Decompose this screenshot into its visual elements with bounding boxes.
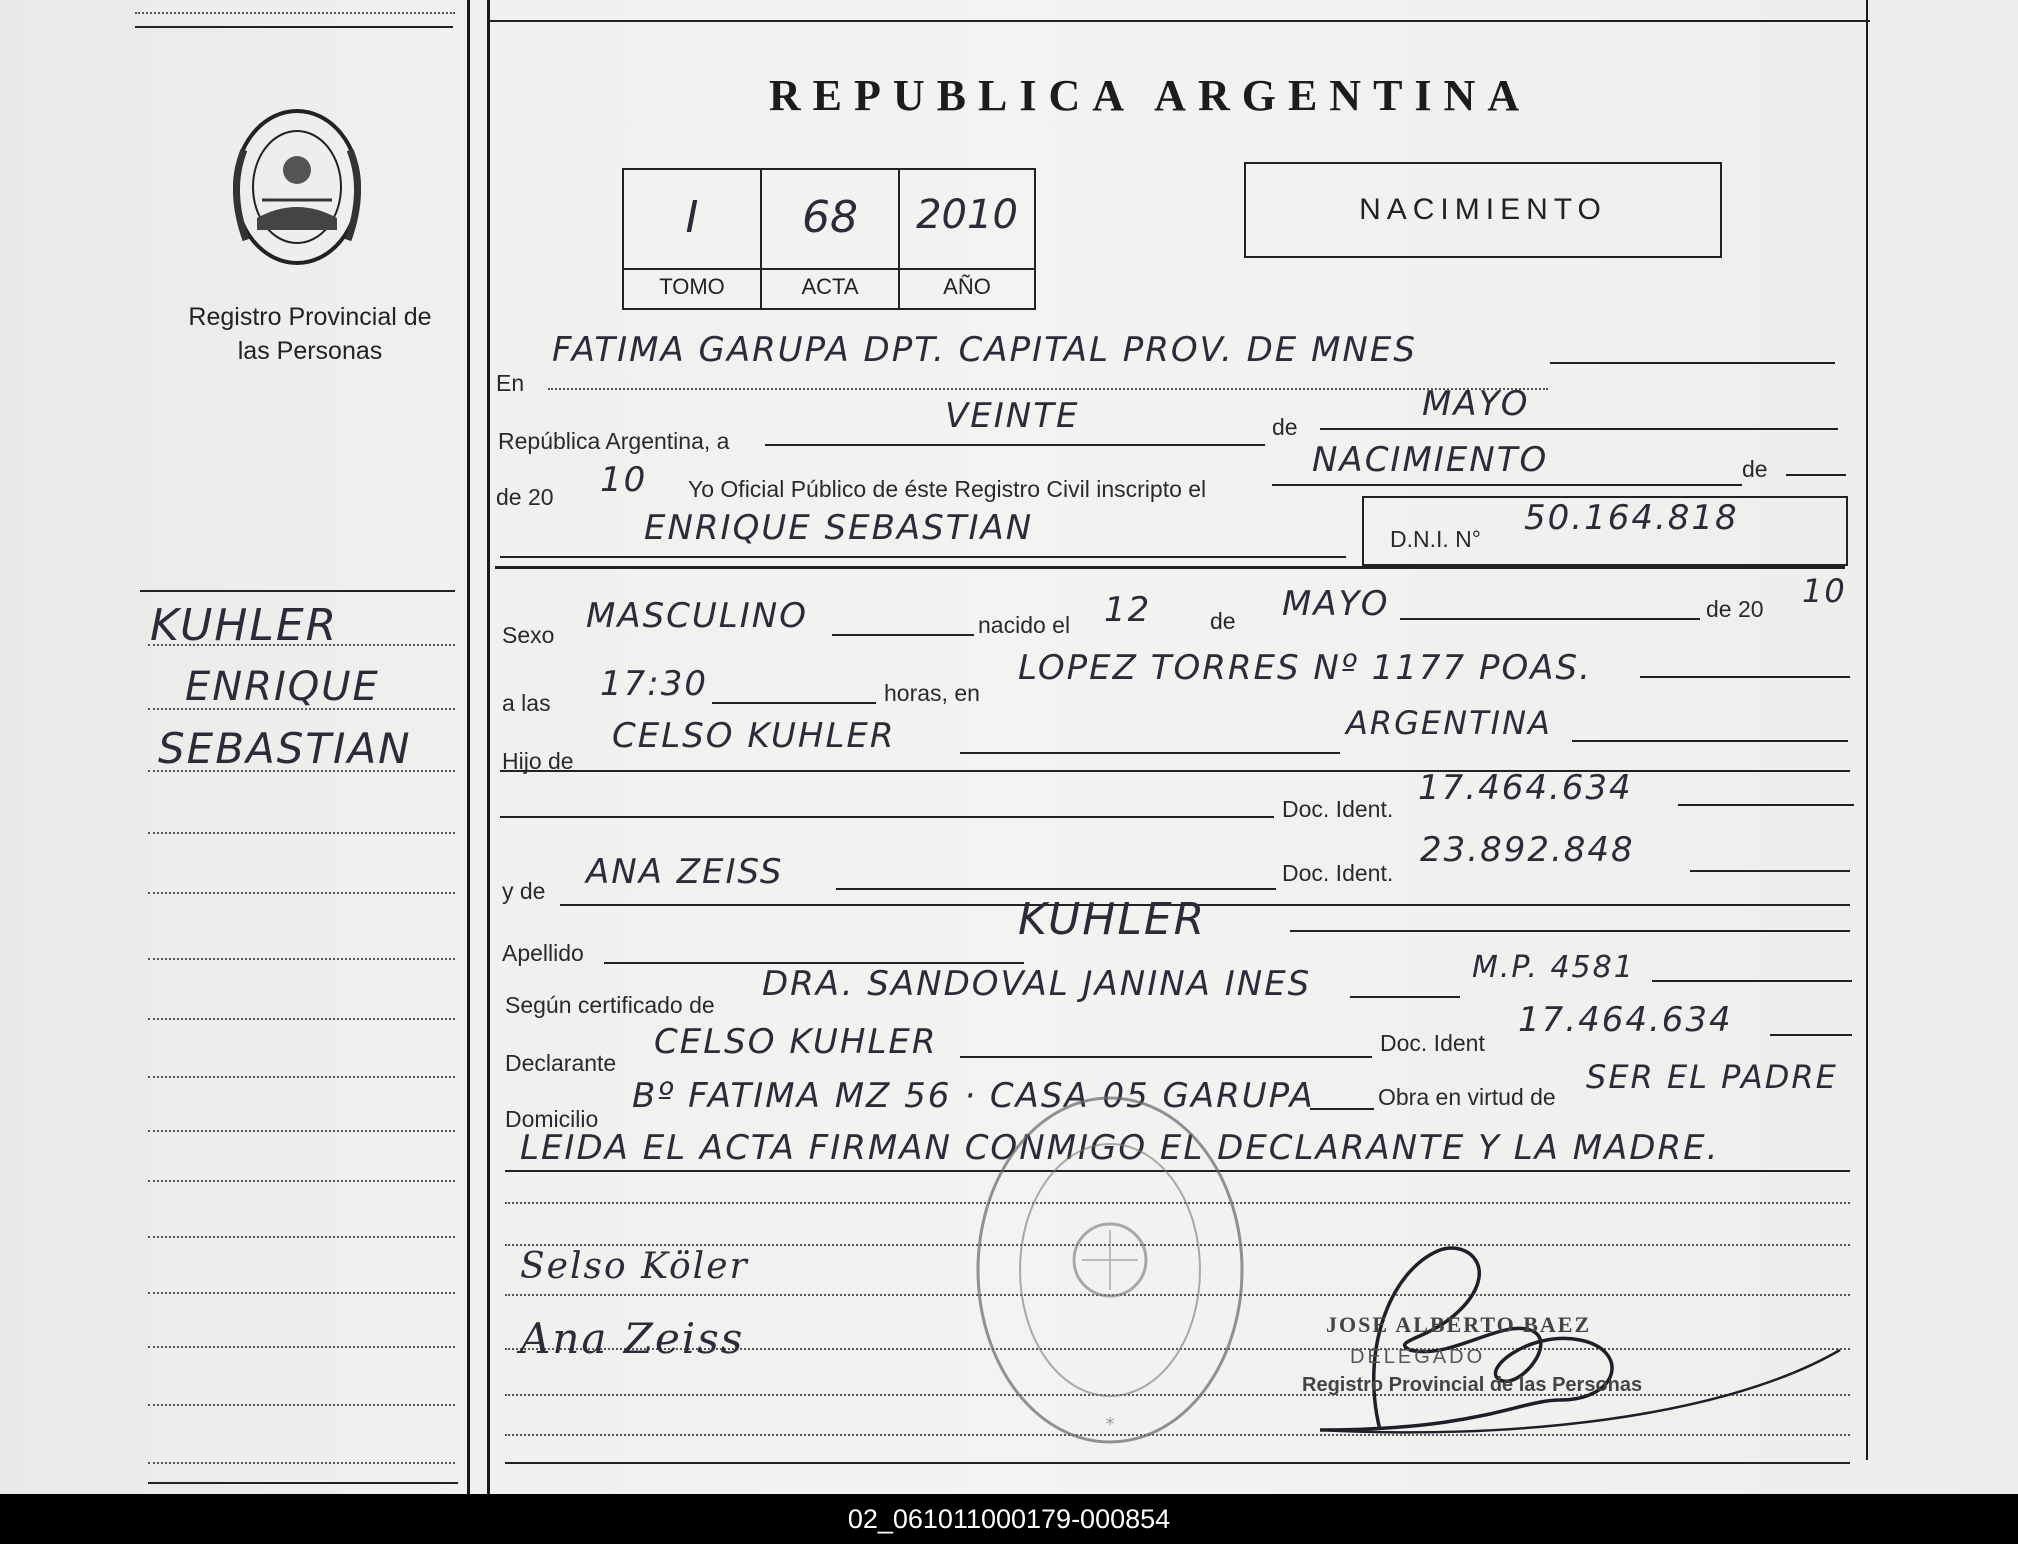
margin-dotted-line <box>148 708 455 710</box>
republica-label: República Argentina, a <box>498 428 730 454</box>
margin-rule-bottom <box>148 1482 458 1484</box>
domicilio-label: Domicilio <box>505 1106 599 1132</box>
sexo-value: MASCULINO <box>586 596 808 636</box>
section-rule <box>495 566 1845 569</box>
obra-label: Obra en virtud de <box>1378 1084 1556 1110</box>
top-rule-right <box>490 20 1870 22</box>
footer-id: 02_061011000179-000854 <box>0 1494 2018 1544</box>
record-box <box>622 168 1036 310</box>
nationality-rule <box>1572 740 1848 742</box>
apellido-label: Apellido <box>502 940 584 966</box>
father-doc-left-rule <box>500 816 1274 818</box>
official-name: JOSE ALBERTO BAEZ <box>1326 1312 1592 1337</box>
apellido-rule-right <box>1290 930 1850 932</box>
margin-dotted-line <box>148 832 455 834</box>
de2010-label: de 20 <box>1706 596 1764 622</box>
bottom-rule <box>505 1462 1850 1464</box>
birth-place: LOPEZ TORRES Nº 1177 POAS. <box>1018 648 1592 688</box>
document-type: NACIMIENTO <box>1244 162 1722 258</box>
mother-rule <box>836 888 1276 890</box>
margin-dotted-line <box>148 1236 455 1238</box>
day-rule <box>765 444 1265 446</box>
child-name-rule <box>500 556 1346 558</box>
registry-name: Registro Provincial de las Personas <box>188 303 432 365</box>
birth-year-suffix: 10 <box>1802 572 1847 610</box>
dni-label: D.N.I. N° <box>1390 526 1481 552</box>
place-dotline <box>548 388 1548 390</box>
dni-value: 50.164.818 <box>1524 498 1739 538</box>
margin-dotted-line <box>148 1076 455 1078</box>
sexo-label: Sexo <box>502 622 555 648</box>
place-value: FATIMA GARUPA DPT. CAPITAL PROV. DE MNES <box>552 330 1417 370</box>
segun-label: Según certificado de <box>505 992 715 1018</box>
signature-2: Ana Zeiss <box>520 1314 745 1363</box>
margin-divider-2 <box>487 0 490 1494</box>
birth-place-rule <box>1640 676 1850 678</box>
acta-value: 68 <box>802 192 858 243</box>
page-title: REPUBLICA ARGENTINA <box>768 71 1532 120</box>
official-stamp-icon <box>970 1090 1250 1450</box>
margin-dotted-line <box>148 1130 455 1132</box>
certificate-mp: M.P. 4581 <box>1472 950 1635 985</box>
margin-divider-1 <box>467 0 470 1494</box>
certificate-rule-end <box>1652 980 1852 982</box>
margin-dotted-line <box>148 1462 455 1464</box>
margin-dotted-line <box>148 1346 455 1348</box>
top-rule-left <box>135 26 453 28</box>
official-org: Registro Provincial de las Personas <box>1302 1374 1643 1396</box>
horas-label: horas, en <box>884 680 980 706</box>
margin-dotted-line <box>148 1292 455 1294</box>
mother-doc: 23.892.848 <box>1420 830 1635 870</box>
declarant-doc-rule <box>1770 1034 1852 1036</box>
child-name: ENRIQUE SEBASTIAN <box>644 508 1034 548</box>
margin-rule-top <box>140 590 455 592</box>
doc-ident-label-3: Doc. Ident <box>1380 1030 1485 1056</box>
doc-ident-label-2: Doc. Ident. <box>1282 860 1394 886</box>
mother-doc-rule <box>1690 870 1850 872</box>
tomo-value: I <box>685 192 699 243</box>
oficial-text: Yo Oficial Público de éste Registro Civil inscripto el <box>688 476 1207 502</box>
margin-dotted-line <box>148 1180 455 1182</box>
yde-label: y de <box>502 878 546 904</box>
month-rule <box>1320 428 1838 430</box>
time-rule <box>712 702 876 704</box>
dni-box <box>1362 496 1848 566</box>
acting-as: SER EL PADRE <box>1586 1058 1838 1096</box>
certificate-by: DRA. SANDOVAL JANINA INES <box>762 964 1312 1004</box>
hijo-label: Hijo de <box>502 748 574 774</box>
birth-month-rule <box>1400 618 1700 620</box>
de-label-3: de <box>1210 608 1236 634</box>
margin-dotted-line <box>148 644 455 646</box>
acta-label: ACTA <box>801 274 859 299</box>
official-title: DELEGADO <box>1350 1346 1486 1368</box>
closing-note: LEIDA EL ACTA FIRMAN CONMIGO EL DECLARANTE Y LA MADRE. <box>520 1128 1720 1168</box>
father-nationality: ARGENTINA <box>1346 704 1552 742</box>
birth-time: 17:30 <box>600 664 708 704</box>
inscription-rule-end <box>1786 474 1846 476</box>
day-words: VEINTE <box>945 396 1080 436</box>
father-name: CELSO KUHLER <box>612 716 896 756</box>
margin-dotted-line <box>148 892 455 894</box>
anio-cell <box>900 170 1034 308</box>
father-section-rule <box>500 770 1850 772</box>
address-rule <box>1310 1108 1374 1110</box>
mother-name: ANA ZEISS <box>586 852 784 892</box>
year-suffix: 10 <box>600 460 648 500</box>
place-rule <box>1550 362 1835 364</box>
birth-month: MAYO <box>1282 584 1390 624</box>
provincial-seal-icon <box>222 100 372 275</box>
month-value: MAYO <box>1422 384 1530 424</box>
top-dotted-rule <box>135 12 455 14</box>
certificate-rule <box>1350 996 1460 998</box>
anio-value: 2010 <box>916 192 1018 238</box>
doc-ident-label-1: Doc. Ident. <box>1282 796 1394 822</box>
inscription-type: NACIMIENTO <box>1312 440 1549 480</box>
inscription-rule <box>1272 484 1742 486</box>
alas-label: a las <box>502 690 551 716</box>
tomo-cell <box>624 170 762 308</box>
declarant: CELSO KUHLER <box>654 1022 938 1062</box>
sexo-rule <box>832 634 974 636</box>
margin-dotted-line <box>148 1404 455 1406</box>
father-rule <box>960 752 1340 754</box>
margin-name-2: ENRIQUE <box>185 664 380 710</box>
father-doc: 17.464.634 <box>1418 768 1633 808</box>
declarant-doc: 17.464.634 <box>1518 1000 1733 1040</box>
tomo-label: TOMO <box>659 274 725 299</box>
de20-label: de 20 <box>496 484 554 510</box>
de-label-2: de <box>1742 456 1768 482</box>
birth-day: 12 <box>1104 590 1152 630</box>
margin-name-1: KUHLER <box>150 600 339 651</box>
official-signature-icon <box>1300 1230 1860 1460</box>
margin-dotted-line <box>148 1018 455 1020</box>
margin-dotted-line <box>148 770 455 772</box>
declarante-label: Declarante <box>505 1050 617 1076</box>
address: Bº FATIMA MZ 56 · CASA 05 GARUPA <box>632 1076 1315 1116</box>
margin-dotted-line <box>148 958 455 960</box>
nacido-label: nacido el <box>978 612 1071 638</box>
de-label-1: de <box>1272 414 1298 440</box>
en-label: En <box>496 370 525 396</box>
acta-cell <box>762 170 900 308</box>
surname: KUHLER <box>1018 894 1207 945</box>
svg-text:*: * <box>1105 1414 1115 1435</box>
record-box-divider <box>624 268 1034 270</box>
declarant-rule <box>960 1056 1372 1058</box>
signature-1: Selso Köler <box>520 1246 749 1287</box>
right-border <box>1866 0 1868 1460</box>
father-doc-rule <box>1678 804 1854 806</box>
anio-label: AÑO <box>943 274 991 299</box>
margin-name-3: SEBASTIAN <box>158 724 412 773</box>
